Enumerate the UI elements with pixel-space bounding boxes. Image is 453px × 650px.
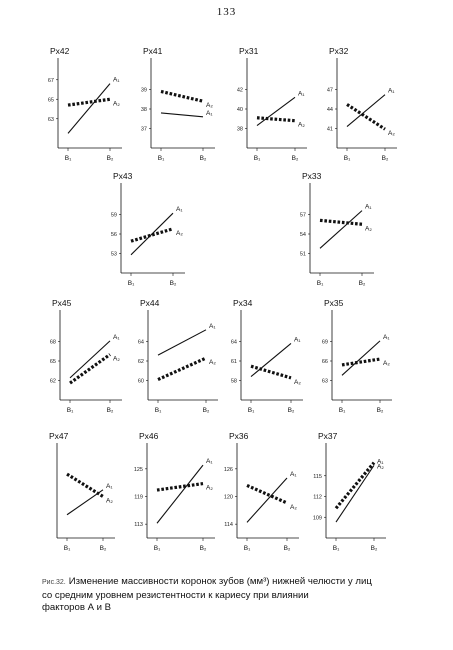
series-line-a2 <box>67 474 103 496</box>
y-tick-label: 60 <box>137 378 144 385</box>
series-label: А₂ <box>206 484 213 492</box>
chart-panel <box>141 46 215 162</box>
series-label: А₁ <box>209 322 216 330</box>
series-line-a1 <box>157 465 203 523</box>
x-tick-label: В₁ <box>154 407 162 414</box>
chart-title: Рх44 <box>140 298 160 308</box>
series-label: А₁ <box>298 90 305 98</box>
chart-panel <box>48 46 122 162</box>
x-tick-label: В₁ <box>64 155 72 162</box>
y-tick-label: 68 <box>49 339 56 346</box>
y-tick-label: 38 <box>140 107 147 113</box>
series-label: А₁ <box>383 333 390 341</box>
chart-panel <box>138 298 218 414</box>
y-tick-label: 64 <box>137 339 144 346</box>
y-tick-label: 59 <box>110 212 117 219</box>
series-label: А₂ <box>383 360 390 368</box>
series-label: А₁ <box>365 203 372 211</box>
y-tick-label: 125 <box>133 466 143 473</box>
x-tick-label: В₂ <box>106 155 114 162</box>
series-label: А₂ <box>377 463 384 471</box>
chart-panel <box>300 171 374 287</box>
y-tick-label: 58 <box>230 378 237 385</box>
x-tick-label: В₁ <box>316 280 324 287</box>
x-tick-label: В₂ <box>287 407 295 414</box>
chart-title: Рх43 <box>113 171 133 181</box>
chart-title: Рх34 <box>233 298 253 308</box>
x-tick-label: В₁ <box>253 155 261 162</box>
y-tick-label: 51 <box>299 251 306 258</box>
chart-panel <box>50 298 122 414</box>
x-tick-label: В₁ <box>63 545 71 552</box>
series-label: А₂ <box>290 503 297 511</box>
y-tick-label: 62 <box>49 378 56 385</box>
series-line-a1 <box>251 343 291 376</box>
y-tick-label: 53 <box>110 251 117 258</box>
series-label: А₁ <box>106 482 113 490</box>
figure-caption <box>42 576 442 615</box>
series-line-a1 <box>158 330 206 355</box>
y-tick-label: 126 <box>223 466 233 473</box>
y-tick-label: 54 <box>299 232 306 238</box>
series-line-a1 <box>347 95 385 127</box>
y-tick-label: 62 <box>137 359 144 365</box>
y-tick-label: 67 <box>47 77 54 84</box>
y-tick-label: 109 <box>312 515 322 522</box>
series-label: А₂ <box>113 355 120 363</box>
x-tick-label: В₁ <box>153 545 161 552</box>
x-tick-label: В₁ <box>332 545 340 552</box>
chart-panel <box>237 46 307 162</box>
x-tick-label: В₁ <box>157 155 165 162</box>
x-tick-label: В₁ <box>338 407 346 414</box>
y-tick-label: 112 <box>313 494 322 501</box>
series-line-a2 <box>161 91 203 101</box>
chart-title: Рх31 <box>239 46 259 56</box>
series-line-a1 <box>320 211 362 249</box>
x-tick-label: В₂ <box>199 155 207 162</box>
chart-title: Рх42 <box>50 46 70 56</box>
series-label: А₂ <box>388 130 395 138</box>
series-line-a2 <box>336 463 374 509</box>
x-tick-label: В₁ <box>66 407 74 414</box>
y-tick-label: 63 <box>321 378 328 385</box>
series-label: А₁ <box>377 458 384 466</box>
y-tick-label: 115 <box>313 473 322 480</box>
x-tick-label: В₂ <box>283 545 291 552</box>
chart-panel <box>111 171 185 287</box>
series-label: А₂ <box>294 378 301 386</box>
y-tick-label: 113 <box>134 522 143 529</box>
chart-title: Рх47 <box>49 431 69 441</box>
series-label: А₁ <box>176 206 183 214</box>
series-label: А₁ <box>294 336 301 344</box>
chart-title: Рх36 <box>229 431 249 441</box>
y-tick-label: 119 <box>134 494 143 501</box>
chart-panel <box>313 431 386 552</box>
series-line-a1 <box>342 341 380 375</box>
series-line-a2 <box>157 484 203 490</box>
chart-title: Рх37 <box>318 431 338 441</box>
series-label: А₁ <box>113 76 120 84</box>
series-label: А₁ <box>206 109 213 117</box>
caption-line-1 <box>42 576 442 590</box>
caption-label: Рис.32. <box>42 579 66 586</box>
x-tick-label: В₂ <box>199 545 207 552</box>
series-line-a2 <box>257 118 295 121</box>
y-tick-label: 65 <box>47 97 54 104</box>
y-tick-label: 61 <box>230 359 237 365</box>
x-tick-label: В₁ <box>247 407 255 414</box>
series-line-a2 <box>158 358 206 379</box>
series-label: А₂ <box>365 225 372 233</box>
x-tick-label: В₁ <box>127 280 135 287</box>
y-tick-label: 47 <box>326 87 333 94</box>
caption-line-3: факторов А и В <box>42 602 112 613</box>
chart-title: Рх33 <box>302 171 322 181</box>
chart-panel <box>231 298 303 414</box>
series-line-a2 <box>347 104 385 129</box>
series-line-a2 <box>342 359 380 365</box>
series-label: А₂ <box>176 229 183 237</box>
series-line-a1 <box>161 113 203 117</box>
caption-line-2: со средним уровнем резистентности к кариесу при влиянии <box>42 589 309 601</box>
y-tick-label: 56 <box>110 232 117 238</box>
y-tick-label: 114 <box>224 522 233 529</box>
x-tick-label: В₁ <box>343 155 351 162</box>
series-line-a1 <box>68 84 110 134</box>
series-label: А₂ <box>113 100 120 108</box>
series-label: А₂ <box>209 359 216 367</box>
chart-title: Рх32 <box>329 46 349 56</box>
x-tick-label: В₂ <box>99 545 107 552</box>
x-tick-label: В₂ <box>291 155 299 162</box>
chart-panel <box>49 431 115 552</box>
series-label: А₁ <box>206 458 213 466</box>
series-label: А₂ <box>298 121 305 129</box>
x-tick-label: В₂ <box>106 407 114 414</box>
x-tick-label: В₂ <box>202 407 210 414</box>
y-tick-label: 39 <box>140 87 147 94</box>
y-tick-label: 41 <box>326 126 333 133</box>
y-tick-label: 37 <box>140 126 147 133</box>
y-tick-label: 64 <box>230 339 237 346</box>
x-tick-label: В₁ <box>243 545 251 552</box>
chart-title: Рх46 <box>139 431 159 441</box>
y-tick-label: 63 <box>47 116 54 123</box>
chart-title: Рх45 <box>52 298 72 308</box>
chart-title: Рх41 <box>143 46 163 56</box>
y-tick-label: 69 <box>321 339 328 346</box>
x-tick-label: В₂ <box>381 155 389 162</box>
y-tick-label: 66 <box>321 359 328 365</box>
y-tick-label: 65 <box>49 359 56 365</box>
series-line-a2 <box>68 99 110 105</box>
series-line-a2 <box>320 220 362 224</box>
page-number: 133 <box>216 6 237 18</box>
series-label: А₁ <box>113 333 120 341</box>
chart-title: Рх35 <box>324 298 344 308</box>
y-tick-label: 44 <box>326 107 333 113</box>
y-tick-label: 57 <box>299 212 306 219</box>
chart-panel <box>134 431 215 552</box>
chart-panel <box>327 46 397 162</box>
series-line-a1 <box>336 465 374 522</box>
x-tick-label: В₂ <box>358 280 366 287</box>
x-tick-label: В₂ <box>370 545 378 552</box>
caption-text-1: Изменение массивности коронок зубов (мм³) нижней челюсти у лиц <box>68 576 372 587</box>
chart-panel <box>224 431 299 552</box>
series-label: А₂ <box>106 497 113 505</box>
series-label: А₂ <box>206 102 213 110</box>
y-tick-label: 120 <box>223 494 233 501</box>
y-tick-label: 40 <box>236 107 243 113</box>
y-tick-label: 38 <box>236 126 243 133</box>
series-label: А₁ <box>388 87 395 95</box>
chart-panel <box>322 298 392 414</box>
y-tick-label: 42 <box>236 87 243 94</box>
series-line-a2 <box>131 229 173 241</box>
x-tick-label: В₂ <box>169 280 177 287</box>
x-tick-label: В₂ <box>376 407 384 414</box>
series-label: А₁ <box>290 471 297 479</box>
